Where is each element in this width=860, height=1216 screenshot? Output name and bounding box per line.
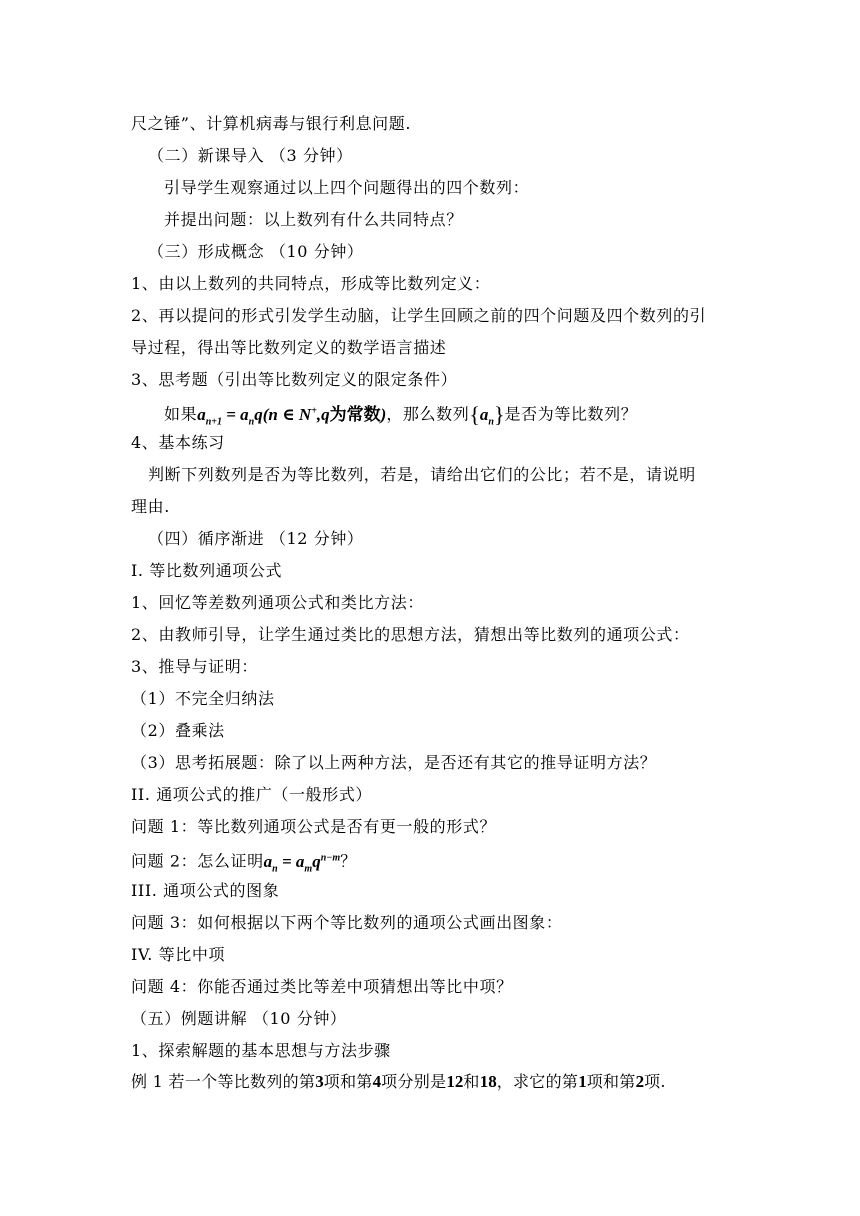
text-line: 2、由教师引导，让学生通过类比的思想方法，猜想出等比数列的通项公式： — [131, 625, 690, 644]
text-line: 3、推导与证明： — [131, 657, 258, 676]
text-line: 1、由以上数列的共同特点，形成等比数列定义： — [131, 274, 491, 293]
text-line: 尺之锤”、计算机病毒与银行利息问题. — [131, 114, 412, 133]
text-fragment: 项和第 — [323, 1072, 373, 1091]
section-heading: （五）例题讲解 （10 分钟） — [131, 1009, 347, 1028]
question-line — [164, 401, 860, 432]
text-line: 1、探索解题的基本思想与方法步骤 — [131, 1041, 391, 1060]
text-fragment: ，那么数列 — [386, 404, 470, 424]
example-line — [131, 1072, 860, 1092]
subsection-heading: II. 通项公式的推广（一般形式） — [131, 785, 373, 804]
section-heading: （三）形成概念 （10 分钟） — [148, 242, 364, 261]
text-fragment: 项. — [644, 1072, 666, 1091]
sequence-symbol: $\{a_n\}$ — [469, 401, 505, 428]
text-fragment: 如果 — [164, 404, 198, 424]
text-line: 问题 4：你能否通过类比等差中项猜想出等比中项？ — [131, 977, 513, 996]
text-line: 理由. — [131, 497, 170, 516]
text-line: 问题 3：如何根据以下两个等比数列的通项公式画出图象： — [131, 913, 563, 932]
text-line: 3、思考题（引出等比数列定义的限定条件） — [131, 370, 458, 389]
number: 4 — [372, 1072, 382, 1091]
number: 3 — [315, 1072, 324, 1091]
section-heading: （二）新课导入 （3 分钟） — [148, 146, 353, 165]
text-fragment: 例 1 若一个等比数列的第 — [131, 1072, 316, 1091]
formula-label: 为常数 — [329, 404, 381, 424]
text-fragment: 和 — [463, 1072, 480, 1091]
text-fragment: 项分别是 — [381, 1072, 447, 1091]
number: 1 — [578, 1072, 587, 1091]
recurrence-formula: $a_{n+1} = a_nq(n$ ∈ N+,q为常数) — [197, 404, 387, 428]
text-line: 导过程，得出等比数列定义的数学语言描述 — [131, 338, 447, 357]
text-line: （3）思考拓展题：除了以上两种方法，是否还有其它的推导证明方法？ — [131, 753, 657, 772]
text-line: 1、回忆等差数列通项公式和类比方法： — [131, 593, 424, 612]
number: 2 — [635, 1072, 645, 1091]
subsection-heading: I. 等比数列通项公式 — [131, 561, 283, 580]
text-line: 问题 1：等比数列通项公式是否有更一般的形式？ — [131, 817, 497, 836]
section-heading: （四）循序渐进 （12 分钟） — [148, 529, 364, 548]
text-fragment: 项和第 — [586, 1072, 636, 1091]
text-fragment: 问题 2：怎么证明 — [131, 851, 264, 871]
subsection-heading: IV. 等比中项 — [131, 945, 226, 964]
text-fragment: ？ — [340, 851, 357, 871]
text-line: 引导学生观察通过以上四个问题得出的四个数列： — [164, 178, 530, 197]
number: 12 — [446, 1072, 464, 1091]
text-line: （1）不完全归纳法 — [131, 689, 275, 708]
text-fragment: 是否为等比数列？ — [504, 404, 638, 424]
text-line: 4、基本练习 — [131, 433, 225, 452]
number: 18 — [479, 1072, 497, 1091]
general-term-formula: $a_n = a_mq^{n-m}$ — [263, 851, 341, 875]
text-line: 2、再以提问的形式引发学生动脑，让学生回顾之前的四个问题及四个数列的引 — [131, 306, 707, 325]
text-line: 判断下列数列是否为等比数列，若是，请给出它们的公比；若不是，请说明 — [148, 465, 696, 484]
question-line — [131, 848, 860, 879]
text-line: （2）叠乘法 — [131, 721, 225, 740]
text-fragment: ，求它的第 — [496, 1072, 579, 1091]
subsection-heading: III. 通项公式的图象 — [131, 881, 280, 900]
text-line: 并提出问题：以上数列有什么共同特点？ — [164, 210, 463, 229]
